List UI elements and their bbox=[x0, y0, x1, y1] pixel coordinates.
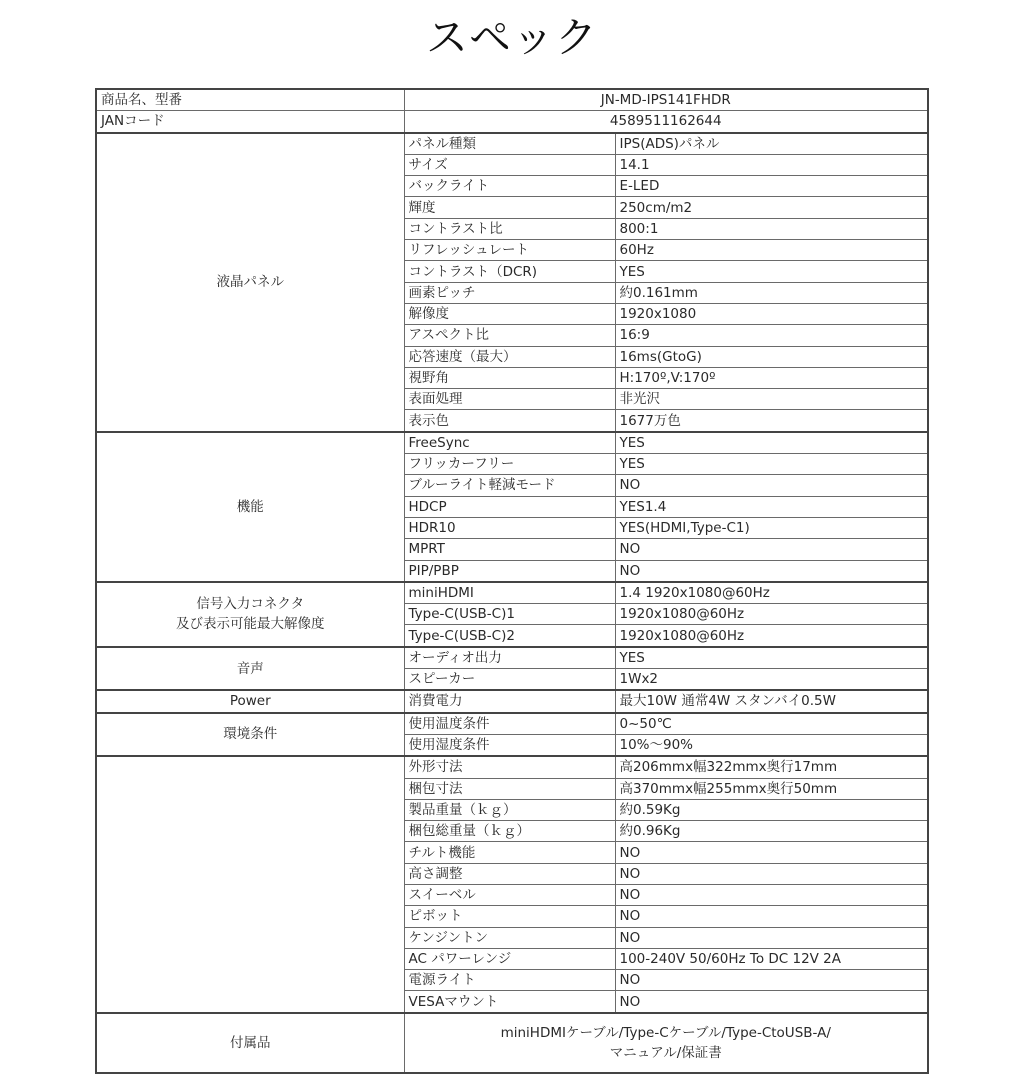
spec-value: NO bbox=[615, 475, 928, 496]
spec-value: 100-240V 50/60Hz To DC 12V 2A bbox=[615, 948, 928, 969]
spec-label: リフレッシュレート bbox=[404, 240, 615, 261]
spec-value: YES(HDMI,Type-C1) bbox=[615, 517, 928, 538]
spec-label: サイズ bbox=[404, 154, 615, 175]
group-label-accessories: 付属品 bbox=[96, 1013, 404, 1073]
table-row bbox=[96, 713, 928, 735]
table-row bbox=[96, 647, 928, 669]
group-label-input-connectors bbox=[96, 582, 404, 647]
group-label-power: Power bbox=[96, 690, 404, 712]
page-title: スペック bbox=[425, 13, 598, 62]
spec-value: 非光沢 bbox=[615, 389, 928, 410]
spec-value: 60Hz bbox=[615, 240, 928, 261]
spec-label: 表示色 bbox=[404, 410, 615, 432]
spec-label: 消費電力 bbox=[404, 690, 615, 712]
spec-label: HDCP bbox=[404, 496, 615, 517]
spec-label: コントラスト（DCR) bbox=[404, 261, 615, 282]
table-row bbox=[96, 133, 928, 155]
spec-label: HDR10 bbox=[404, 517, 615, 538]
spec-value: NO bbox=[615, 539, 928, 560]
group-label-audio: 音声 bbox=[96, 647, 404, 691]
spec-value: 1920x1080 bbox=[615, 303, 928, 324]
spec-label: VESAマウント bbox=[404, 991, 615, 1013]
spec-label: 解像度 bbox=[404, 303, 615, 324]
spec-label: 使用湿度条件 bbox=[404, 734, 615, 756]
spec-label: チルト機能 bbox=[404, 842, 615, 863]
table-row-jan bbox=[96, 111, 928, 133]
spec-label: ブルーライト軽減モード bbox=[404, 475, 615, 496]
accessories-value bbox=[404, 1013, 928, 1073]
spec-value: 800:1 bbox=[615, 218, 928, 239]
group-label-lcd-panel: 液晶パネル bbox=[96, 133, 404, 432]
spec-label: 表面処理 bbox=[404, 389, 615, 410]
spec-value: 14.1 bbox=[615, 154, 928, 175]
spec-label: AC パワーレンジ bbox=[404, 948, 615, 969]
spec-label: MPRT bbox=[404, 539, 615, 560]
spec-label: ケンジントン bbox=[404, 927, 615, 948]
spec-label: FreeSync bbox=[404, 432, 615, 454]
spec-value: 1920x1080@60Hz bbox=[615, 625, 928, 647]
spec-value: 10%～90% bbox=[615, 734, 928, 756]
group-label-environment: 環境条件 bbox=[96, 713, 404, 757]
spec-value: 0~50℃ bbox=[615, 713, 928, 735]
spec-value: YES1.4 bbox=[615, 496, 928, 517]
spec-value: YES bbox=[615, 647, 928, 669]
spec-value: 最大10W 通常4W スタンバイ0.5W bbox=[615, 690, 928, 712]
spec-value: H:170º,V:170º bbox=[615, 367, 928, 388]
table-row-model bbox=[96, 89, 928, 111]
spec-value: NO bbox=[615, 927, 928, 948]
accessories-line: miniHDMIケーブル/Type-Cケーブル/Type-CtoUSB-A/ bbox=[500, 1024, 831, 1041]
spec-label: アスペクト比 bbox=[404, 325, 615, 346]
spec-value: NO bbox=[615, 991, 928, 1013]
spec-value: 250cm/m2 bbox=[615, 197, 928, 218]
spec-label: 外形寸法 bbox=[404, 756, 615, 778]
spec-value: 約0.96Kg bbox=[615, 821, 928, 842]
spec-label: 梱包寸法 bbox=[404, 778, 615, 799]
spec-label: オーディオ出力 bbox=[404, 647, 615, 669]
spec-table bbox=[95, 88, 929, 1074]
spec-value: 高370mmx幅255mmx奥行50mm bbox=[615, 778, 928, 799]
spec-label: Type-C(USB-C)2 bbox=[404, 625, 615, 647]
spec-label: 輝度 bbox=[404, 197, 615, 218]
spec-label: 高さ調整 bbox=[404, 863, 615, 884]
spec-label: スピーカー bbox=[404, 669, 615, 691]
spec-value: 1Wx2 bbox=[615, 669, 928, 691]
spec-label: スイーベル bbox=[404, 884, 615, 905]
spec-label: 梱包総重量（ｋｇ） bbox=[404, 821, 615, 842]
spec-label: ピボット bbox=[404, 906, 615, 927]
group-label-line: 信号入力コネクタ bbox=[196, 596, 305, 613]
spec-value: E-LED bbox=[615, 176, 928, 197]
table-row-accessories bbox=[96, 1013, 928, 1073]
spec-value: 約0.161mm bbox=[615, 282, 928, 303]
spec-value: YES bbox=[615, 454, 928, 475]
spec-label: 製品重量（ｋｇ） bbox=[404, 799, 615, 820]
row-value: 4589511162644 bbox=[404, 111, 928, 133]
spec-value: 16:9 bbox=[615, 325, 928, 346]
spec-value: IPS(ADS)パネル bbox=[615, 133, 928, 155]
spec-label: 電源ライト bbox=[404, 970, 615, 991]
spec-label: Type-C(USB-C)1 bbox=[404, 604, 615, 625]
spec-value: NO bbox=[615, 884, 928, 905]
spec-value: 1.4 1920x1080@60Hz bbox=[615, 582, 928, 604]
spec-label: 視野角 bbox=[404, 367, 615, 388]
table-row bbox=[96, 756, 928, 778]
table-row bbox=[96, 432, 928, 454]
spec-value: 高206mmx幅322mmx奥行17mm bbox=[615, 756, 928, 778]
spec-value: 1677万色 bbox=[615, 410, 928, 432]
spec-label: パネル種類 bbox=[404, 133, 615, 155]
group-label-physical bbox=[96, 756, 404, 1013]
group-label-line: 及び表示可能最大解像度 bbox=[176, 616, 325, 633]
spec-value: 1920x1080@60Hz bbox=[615, 604, 928, 625]
spec-value: NO bbox=[615, 863, 928, 884]
spec-value: NO bbox=[615, 842, 928, 863]
row-value: JN-MD-IPS141FHDR bbox=[404, 89, 928, 111]
spec-value: 16ms(GtoG) bbox=[615, 346, 928, 367]
spec-value: NO bbox=[615, 906, 928, 927]
spec-value: NO bbox=[615, 970, 928, 991]
spec-label: 使用温度条件 bbox=[404, 713, 615, 735]
spec-value: YES bbox=[615, 261, 928, 282]
table-row bbox=[96, 582, 928, 604]
table-row bbox=[96, 690, 928, 712]
spec-value: 約0.59Kg bbox=[615, 799, 928, 820]
accessories-line: マニュアル/保証書 bbox=[609, 1044, 722, 1061]
spec-label: PIP/PBP bbox=[404, 560, 615, 582]
spec-label: 応答速度（最大） bbox=[404, 346, 615, 367]
row-label: 商品名、型番 bbox=[96, 89, 404, 111]
spec-label: フリッカーフリー bbox=[404, 454, 615, 475]
row-label: JANコード bbox=[96, 111, 404, 133]
spec-label: 画素ピッチ bbox=[404, 282, 615, 303]
spec-label: miniHDMI bbox=[404, 582, 615, 604]
group-label-features: 機能 bbox=[96, 432, 404, 582]
spec-value: NO bbox=[615, 560, 928, 582]
spec-label: バックライト bbox=[404, 176, 615, 197]
spec-value: YES bbox=[615, 432, 928, 454]
spec-label: コントラスト比 bbox=[404, 218, 615, 239]
